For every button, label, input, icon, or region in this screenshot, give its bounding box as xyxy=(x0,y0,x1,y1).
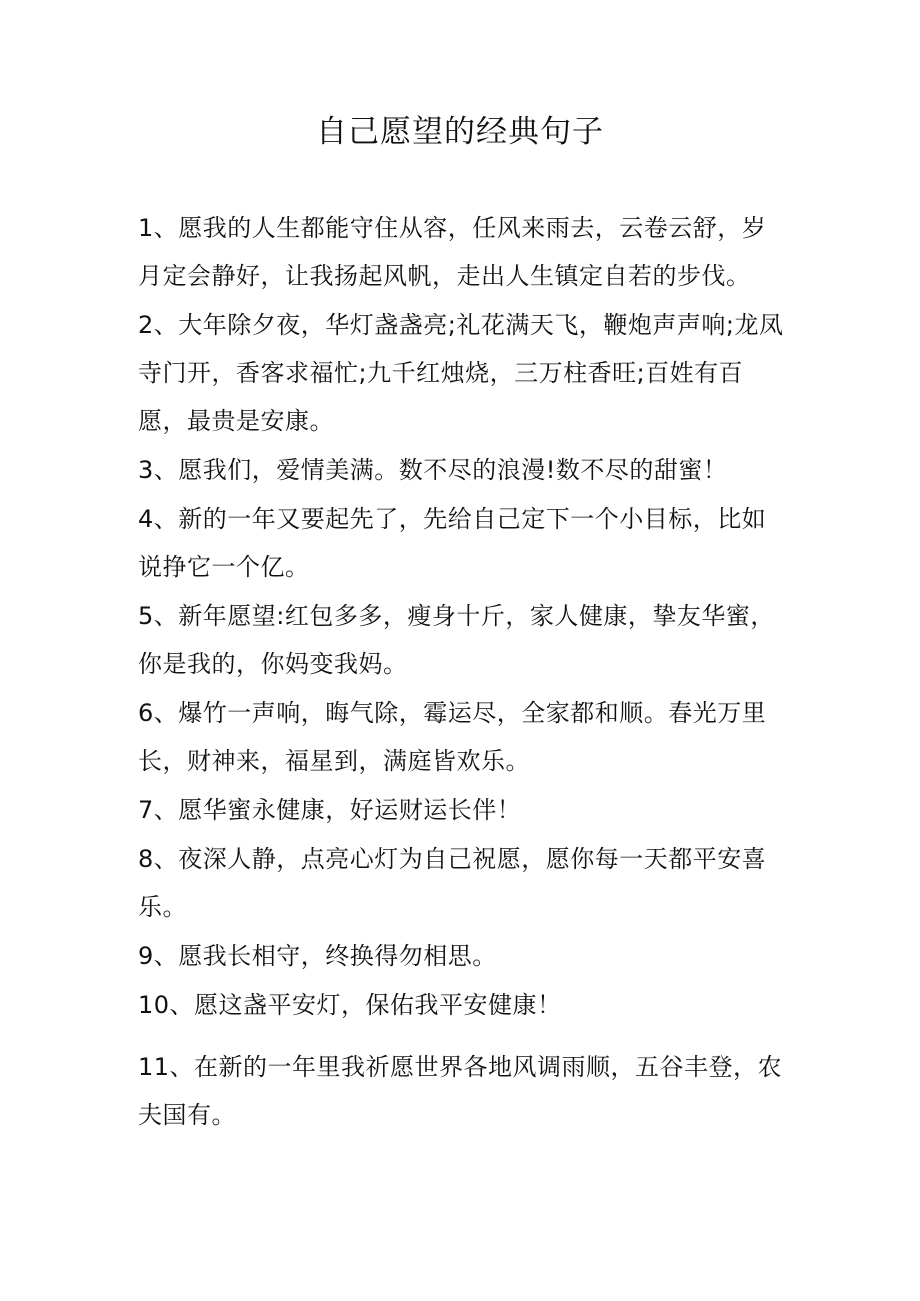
list-item: 7、愿华蜜永健康，好运财运长伴！ xyxy=(138,796,522,824)
wish-list xyxy=(138,204,788,1140)
list-item: 3、愿我们，爱情美满。数不尽的浪漫!数不尽的甜蜜！ xyxy=(138,456,728,484)
list-item: 6、爆竹一声响，晦气除，霉运尽，全家都和顺。春光万里长，财神来，福星到，满庭皆欢乐。 xyxy=(138,699,767,775)
list-item: 5、新年愿望:红包多多，瘦身十斤，家人健康，挚友华蜜，你是我的，你妈变我妈。 xyxy=(138,602,775,678)
list-item: 4、新的一年又要起先了，先给自己定下一个小目标，比如说挣它一个亿。 xyxy=(138,505,767,581)
list-item: 11、在新的一年里我祈愿世界各地风调雨顺，五谷丰登，农夫国有。 xyxy=(138,1053,783,1129)
list-item: 1、愿我的人生都能守住从容，任风来雨去，云卷云舒，岁月定会静好，让我扬起风帆，走出人生镇定自若的步伐。 xyxy=(138,214,767,290)
list-item: 9、愿我长相守，终换得勿相思。 xyxy=(138,942,497,970)
list-item: 8、夜深人静，点亮心灯为自己祝愿，愿你每一天都平安喜乐。 xyxy=(138,845,767,921)
list-item: 10、愿这盏平安灯，保佑我平安健康！ xyxy=(138,991,562,1019)
document-title: 自己愿望的经典句子 xyxy=(316,114,604,150)
list-item: 2、大年除夕夜，华灯盏盏亮;礼花满天飞，鞭炮声声响;龙凤寺门开，香客求福忙;九千红烛烧，三万柱香旺;百姓有百愿，最贵是安康。 xyxy=(138,311,784,435)
